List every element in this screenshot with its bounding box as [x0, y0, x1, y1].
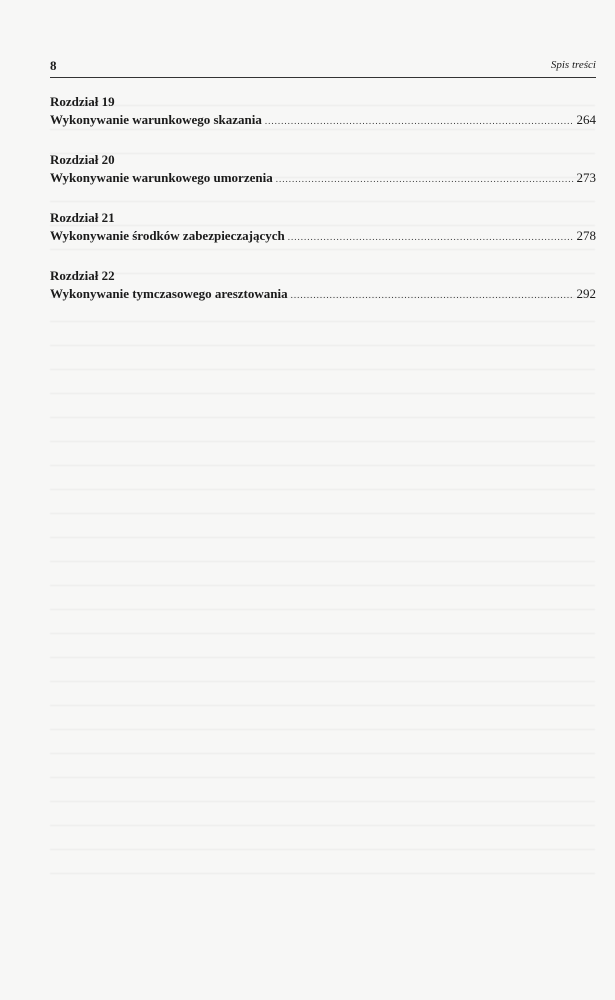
chapter-page-number: 264 [576, 112, 596, 127]
toc-entry-chapter-22[interactable] [50, 267, 596, 304]
show-through-text [50, 85, 595, 885]
chapter-title: Wykonywanie warunkowego skazania [50, 112, 262, 127]
page-number: 8 [50, 58, 57, 73]
chapter-page-number: 278 [576, 228, 596, 243]
dot-leader [291, 286, 574, 304]
chapter-label: Rozdział 21 [50, 210, 115, 225]
chapter-label: Rozdział 20 [50, 152, 115, 167]
toc-line [50, 285, 596, 304]
toc-entry-chapter-21[interactable] [50, 209, 596, 246]
chapter-page-number: 273 [576, 170, 596, 185]
toc-line [50, 227, 596, 246]
chapter-title: Wykonywanie tymczasowego aresztowania [50, 286, 288, 301]
chapter-label: Rozdział 19 [50, 94, 115, 109]
chapter-page-number: 292 [576, 286, 596, 301]
page-header [50, 58, 596, 78]
dot-leader [265, 112, 574, 130]
running-title: Spis treści [550, 59, 596, 71]
header-rule [50, 77, 596, 78]
chapter-title: Wykonywanie warunkowego umorzenia [50, 170, 273, 185]
dot-leader [276, 170, 574, 188]
toc-line [50, 169, 596, 188]
chapter-label: Rozdział 22 [50, 268, 115, 283]
toc-entry-chapter-19[interactable] [50, 93, 596, 130]
chapter-title: Wykonywanie środków zabezpieczających [50, 228, 285, 243]
toc-entry-chapter-20[interactable] [50, 151, 596, 188]
toc-line [50, 111, 596, 130]
dot-leader [288, 228, 574, 246]
